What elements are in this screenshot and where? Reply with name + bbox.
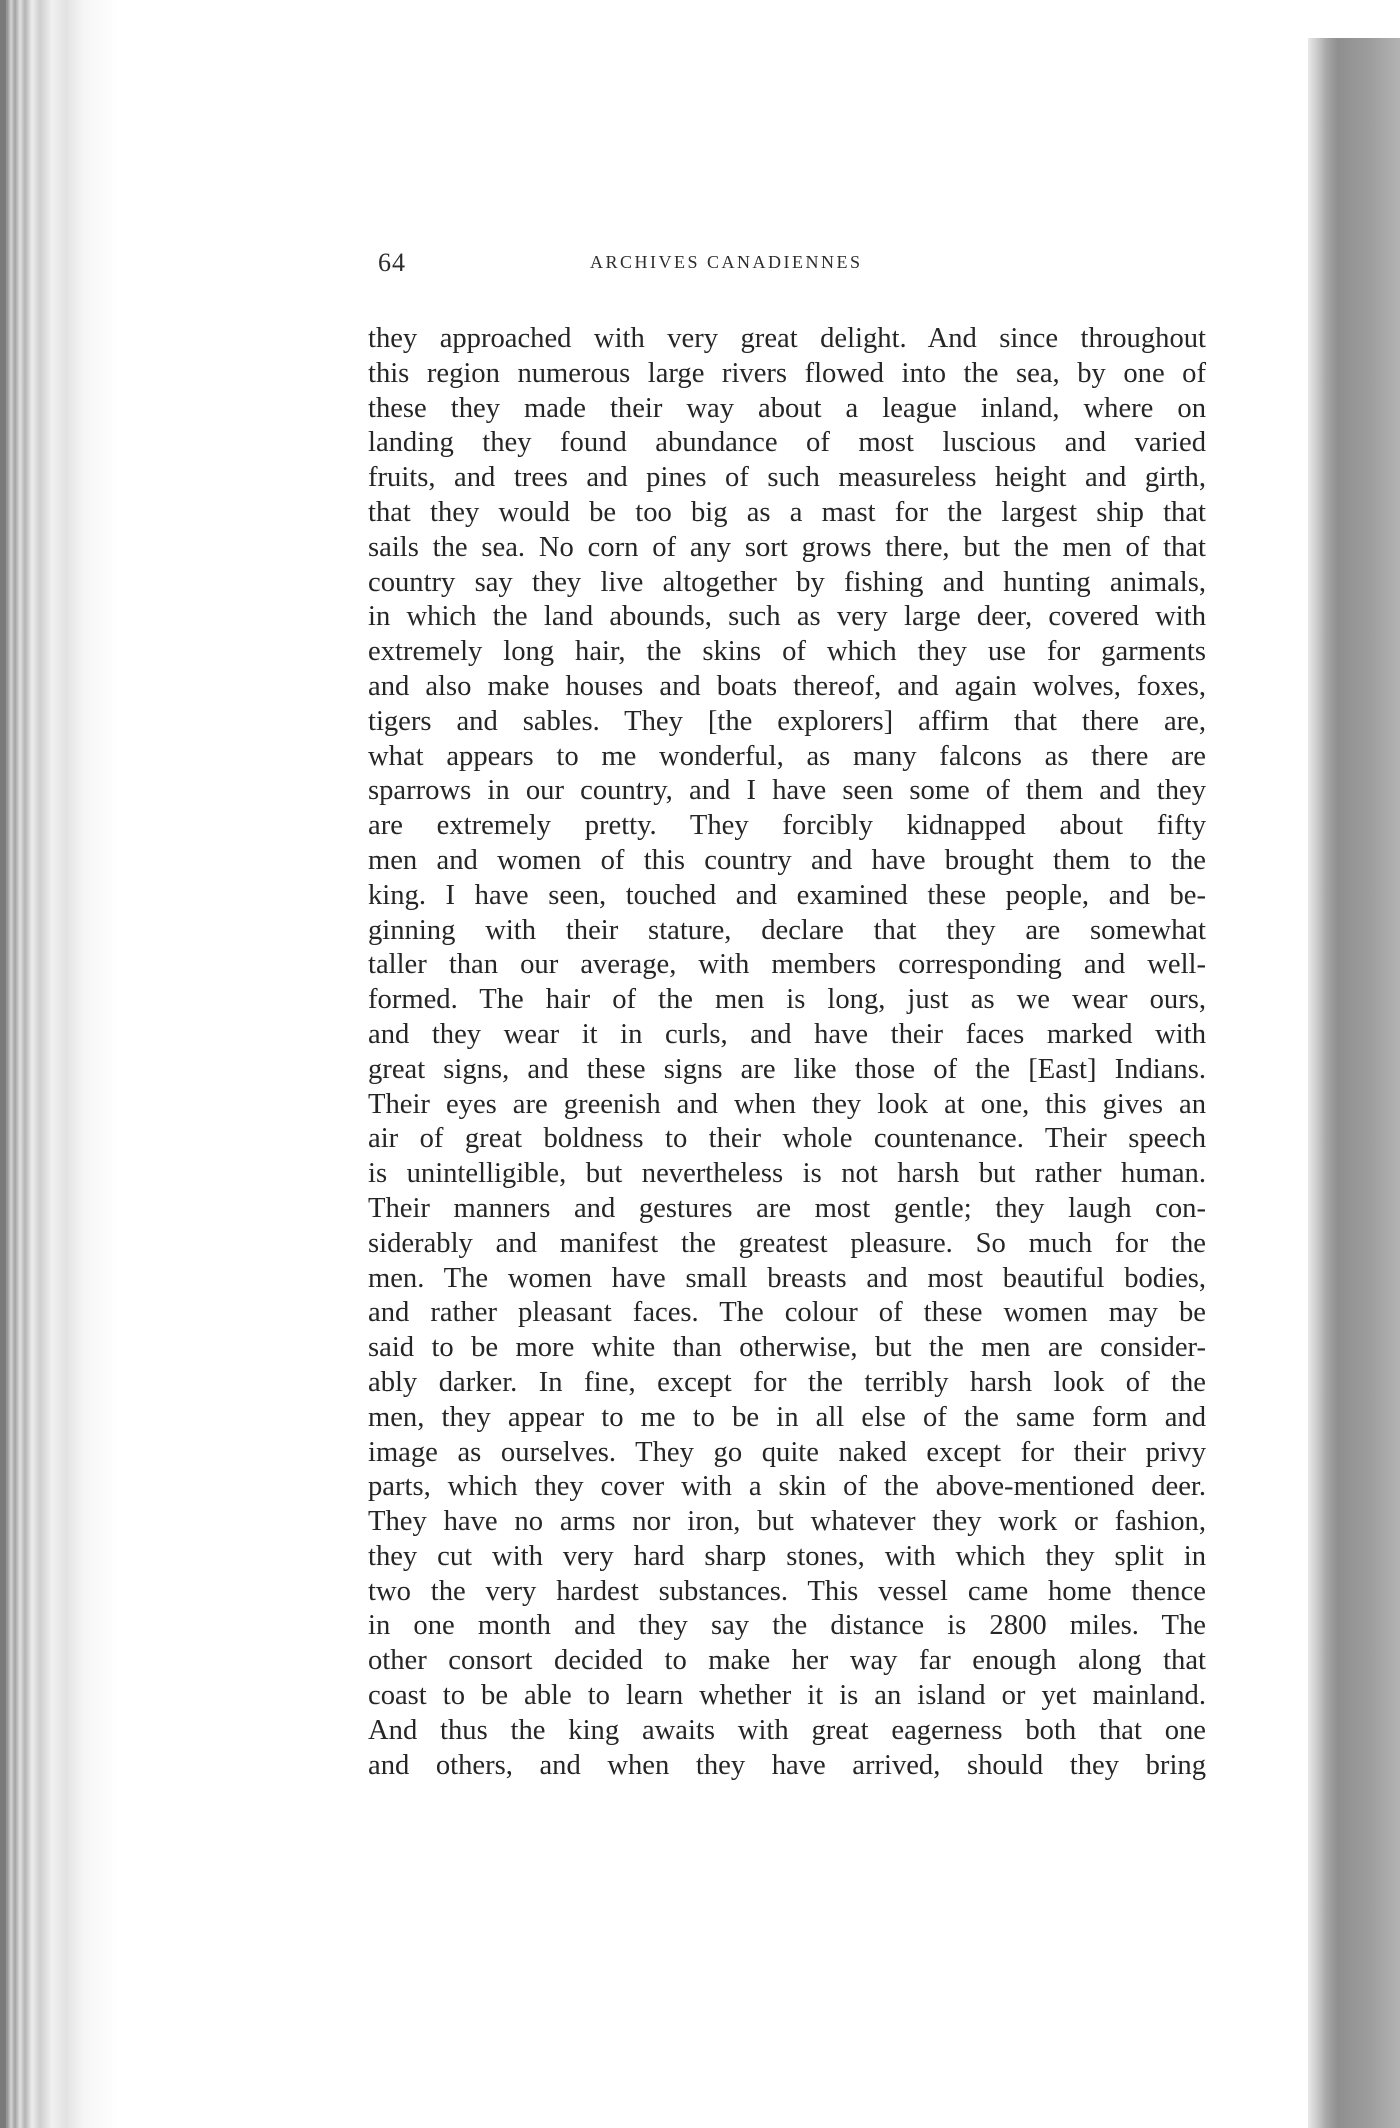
text-line: parts, which they cover with a skin of the above-mentioned deer. (368, 1471, 1206, 1503)
text-line: They have no arms nor iron, but whatever they work or fashion, (368, 1506, 1206, 1538)
body-text (368, 322, 1206, 1783)
text-line: and also make houses and boats thereof, and again wolves, foxes, (368, 670, 1206, 702)
text-line: coast to be able to learn whether it is an island or yet mainland. (368, 1680, 1206, 1712)
text-line: men, they appear to me to be in all else of the same form and (368, 1401, 1206, 1433)
text-line: siderably and manifest the greatest pleasure. So much for the (368, 1227, 1206, 1259)
text-line: landing they found abundance of most luscious and varied (368, 427, 1206, 459)
text-line: sails the sea. No corn of any sort grows there, but the men of that (368, 531, 1206, 563)
text-line: image as ourselves. They go quite naked except for their privy (368, 1436, 1206, 1468)
text-line: fruits, and trees and pines of such measureless height and girth, (368, 462, 1206, 494)
text-line: these they made their way about a league inland, where on (368, 392, 1206, 424)
text-line: ably darker. In fine, except for the terribly harsh look of the (368, 1366, 1206, 1398)
text-line: men. The women have small breasts and most beautiful bodies, (368, 1262, 1206, 1294)
book-page-edges (0, 0, 120, 2128)
text-line: in which the land abounds, such as very large deer, covered with (368, 601, 1206, 633)
page-number: 64 (378, 248, 406, 277)
text-line: in one month and they say the distance is 2800 miles. The (368, 1610, 1206, 1642)
text-line: sparrows in our country, and I have seen some of them and they (368, 775, 1206, 807)
text-line: this region numerous large rivers flowed into the sea, by one of (368, 357, 1206, 389)
text-line: king. I have seen, touched and examined these people, and be- (368, 879, 1206, 911)
text-line: air of great boldness to their whole countenance. Their speech (368, 1123, 1206, 1155)
text-line: extremely long hair, the skins of which they use for garments (368, 636, 1206, 668)
text-line: what appears to me wonderful, as many falcons as there are (368, 740, 1206, 772)
text-line: great signs, and these signs are like those of the [East] Indians. (368, 1053, 1206, 1085)
running-head: ARCHIVES CANADIENNES (590, 252, 863, 272)
text-line: Their manners and gestures are most gentle; they laugh con- (368, 1192, 1206, 1224)
text-line: and others, and when they have arrived, should they bring (368, 1749, 1206, 1781)
text-line: taller than our average, with members corresponding and well- (368, 949, 1206, 981)
text-line: other consort decided to make her way far enough along that (368, 1645, 1206, 1677)
text-line: said to be more white than otherwise, but the men are consider- (368, 1332, 1206, 1364)
text-line: they cut with very hard sharp stones, with which they split in (368, 1540, 1206, 1572)
text-line: that they would be too big as a mast for the largest ship that (368, 496, 1206, 528)
text-line: and rather pleasant faces. The colour of these women may be (368, 1297, 1206, 1329)
text-line: ginning with their stature, declare that they are somewhat (368, 914, 1206, 946)
text-line: formed. The hair of the men is long, just as we wear ours, (368, 984, 1206, 1016)
text-line: country say they live altogether by fishing and hunting animals, (368, 566, 1206, 598)
text-line: and they wear it in curls, and have their faces marked with (368, 1018, 1206, 1050)
text-line: men and women of this country and have brought them to the (368, 844, 1206, 876)
text-line: two the very hardest substances. This vessel came home thence (368, 1575, 1206, 1607)
text-line: they approached with very great delight. And since throughout (368, 323, 1206, 354)
text-line: tigers and sables. They [the explorers] affirm that there are, (368, 705, 1206, 737)
text-line: is unintelligible, but nevertheless is not harsh but rather human. (368, 1158, 1206, 1190)
book-cover-edge (1308, 38, 1400, 2128)
text-line: And thus the king awaits with great eagerness both that one (368, 1714, 1206, 1746)
text-line: Their eyes are greenish and when they look at one, this gives an (368, 1088, 1206, 1120)
book-page (120, 0, 1308, 2128)
text-line: are extremely pretty. They forcibly kidnapped about fifty (368, 810, 1206, 842)
page-header (378, 248, 1068, 284)
